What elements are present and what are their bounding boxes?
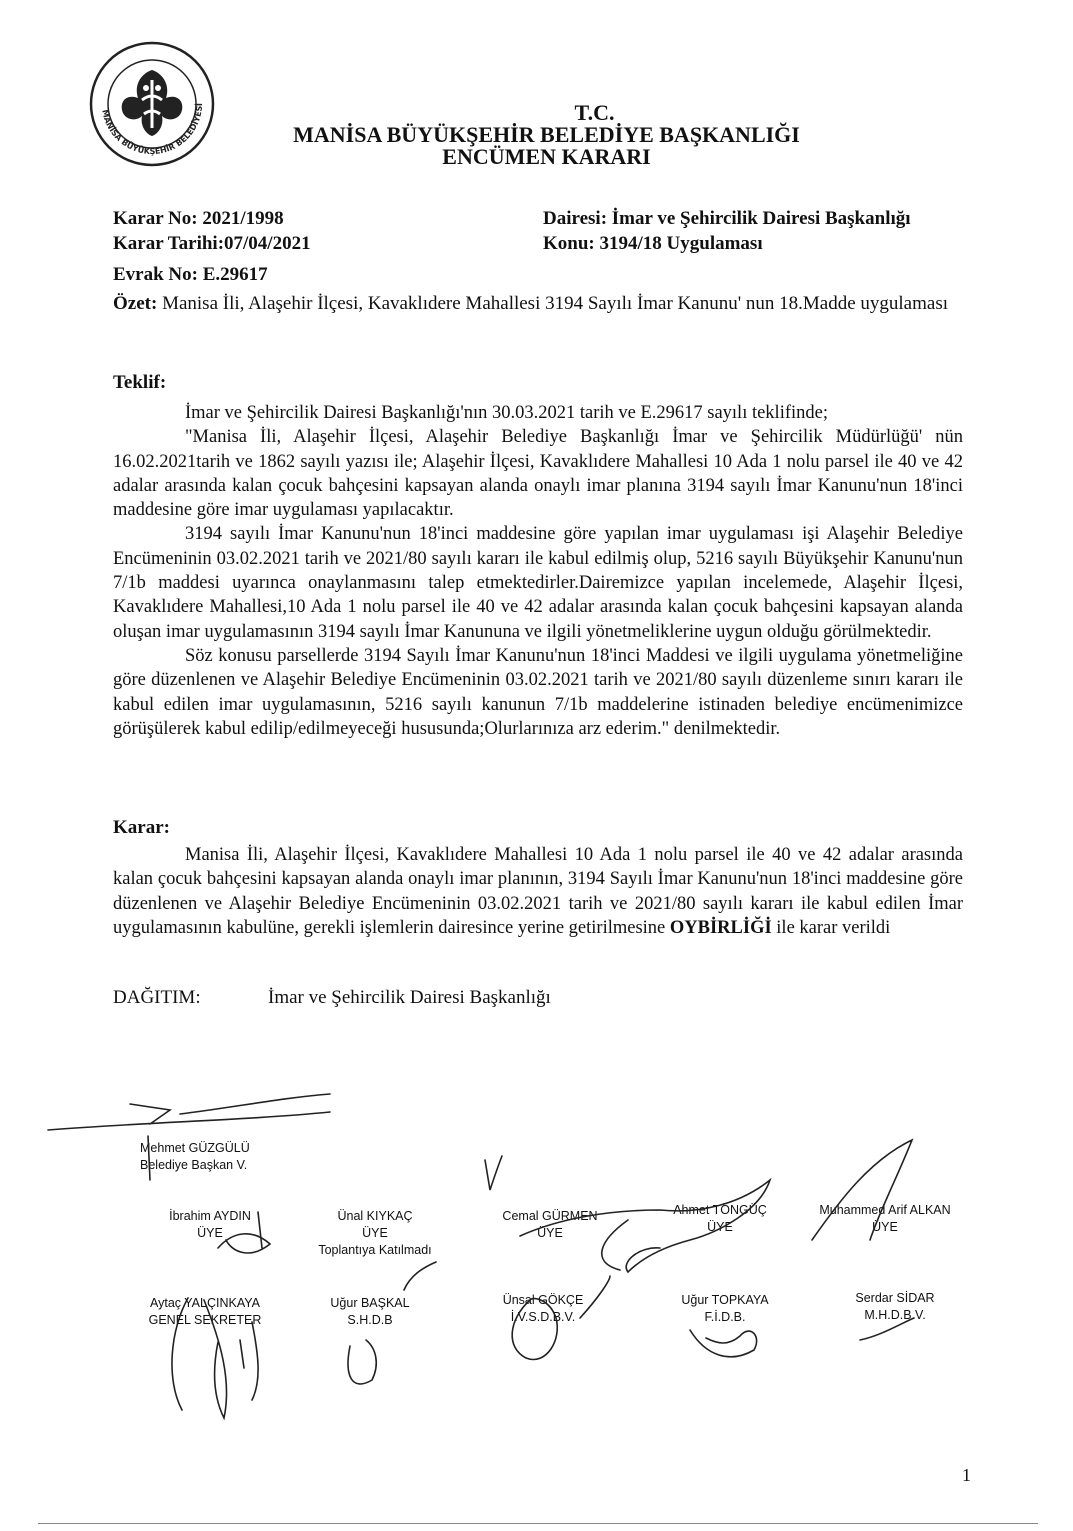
- signatory-name: Ünal KIYKAÇ: [337, 1209, 413, 1223]
- header-tc: T.C.: [574, 100, 615, 125]
- ozet-text: Manisa İli, Alaşehir İlçesi, Kavaklıdere Mahallesi 3194 Sayılı İmar Kanunu' nun 18.Madde uygulaması: [162, 293, 948, 314]
- signatory-baskan: [140, 1140, 250, 1174]
- page-number: 1: [962, 1465, 971, 1485]
- karar-tarihi: Karar Tarihi:07/04/2021: [113, 233, 311, 254]
- svg-text:MANİSA BÜYÜKŞEHİR BELEDİYESİ: MANİSA BÜYÜKŞEHİR BELEDİYESİ: [100, 103, 205, 157]
- teklif-paragraph-1: İmar ve Şehircilik Dairesi Başkanlığı'nın 30.03.2021 tarih ve E.29617 sayılı teklifinde;: [185, 403, 828, 423]
- konu-value: 3194/18 Uygulaması: [599, 233, 763, 254]
- ozet-section: [113, 292, 973, 316]
- karar-text: Manisa İli, Alaşehir İlçesi, Kavaklıdere Mahallesi 10 Ada 1 nolu parsel ile 40 ve 42 adalar arasında kalan çocuk bahçesini kapsayan alanda onaylı imar planının, 3194 Sayılı İmar Kanunu'nun 18'inci maddesine göre düzenlenen ve Alaşehir Belediye Encümeninin 03.02.2021 tarih ve 2021/80 sayılı kararı ile kabul edilen İmar uygulamasının kabulüne, gerekli işlemlerin dairesince yerine getirilmesine: [113, 845, 963, 938]
- signatory-title: ÜYE: [707, 1220, 733, 1234]
- karar-oybirligi: OYBİRLİĞİ: [669, 917, 772, 938]
- signatory-name: Muhammed Arif ALKAN: [819, 1203, 951, 1217]
- evrak-no: Evrak No: E.29617: [113, 264, 268, 285]
- konu-label: Konu:: [543, 233, 595, 254]
- header-doc-type: ENCÜMEN KARARI: [442, 144, 651, 169]
- signatory-title: F.İ.D.B.: [704, 1310, 746, 1324]
- karar-no: Karar No: 2021/1998: [113, 208, 284, 229]
- teklif-body: [113, 401, 963, 741]
- signatory-yalcinkaya: [125, 1295, 285, 1329]
- dagitim-label: DAĞITIM:: [113, 987, 201, 1008]
- signatory-topkaya: [655, 1292, 795, 1326]
- teklif-heading: Teklif:: [113, 372, 167, 393]
- ozet-label: Özet:: [113, 293, 158, 314]
- signatory-name: Ahmet TÖNGÜÇ: [673, 1203, 767, 1217]
- header-institution: MANİSA BÜYÜKŞEHİR BELEDİYE BAŞKANLIĞI: [293, 122, 800, 147]
- dairesi: [543, 208, 911, 230]
- teklif-paragraph-3: 3194 sayılı İmar Kanunu'nun 18'inci maddesine göre yapılan imar uygulaması işi Alaşehir Belediye Encümeninin 03.02.2021 tarih ve 2021/80 sayılı kararı ile kabul edilmiş olup, 5216 sayılı Büyükşehir Kanunu'nun 7/1b maddesi uyarınca onaylanmasını talep etmektedirler.Dairemizce yapılan incelemede, Alaşehir İlçesi, Kavaklıdere Mahallesi,10 Ada 1 nolu parsel ile 40 ve 42 adalar arasında kalan çocuk bahçesini kapsayan alanda oluşan imar uygulamasının 3194 sayılı İmar Kanununa ve ilgili yönetmeliklerine uygun olduğu görülmektedir.: [113, 524, 963, 642]
- signatory-title: GENEL SEKRETER: [148, 1313, 262, 1327]
- signatory-title: ÜYE: [872, 1220, 898, 1234]
- signatory-title: İ.V.S.D.B.V.: [510, 1310, 576, 1324]
- signatory-gokce: [478, 1292, 608, 1326]
- teklif-paragraph-4: Söz konusu parsellerde 3194 Sayılı İmar Kanunu'nun 18'inci Maddesi ve ilgili uygulama yönetmeliğine göre düzenlenen ve Alaşehir Belediye Encümeninin 03.02.2021 tarih ve 2021/80 sayılı düzenleme sınırı kararı ile kabul edilen imar uygulamasının, 5216 sayılı kanunun 7/1b maddelerine istinaden belediye encümenimizce görüşülerek kabul edilip/edilmeyeceği hususunda;Olurlarınıza arz ederim." denilmektedir.: [113, 645, 963, 739]
- konu: [543, 233, 763, 255]
- signatory-baskal: [305, 1295, 435, 1329]
- signatory-kiykac: [300, 1208, 450, 1259]
- karar-body: [113, 843, 963, 940]
- signatory-name: Uğur BAŞKAL: [330, 1296, 410, 1310]
- signatory-alkan: [800, 1202, 970, 1236]
- signatory-note: Toplantıya Katılmadı: [318, 1243, 432, 1257]
- dairesi-label: Dairesi:: [543, 208, 608, 229]
- signatory-title: M.H.D.B.V.: [864, 1308, 926, 1322]
- signatory-name: Mehmet GÜZGÜLÜ: [140, 1141, 250, 1155]
- signatory-name: İbrahim AYDIN: [169, 1209, 251, 1223]
- dagitim-value: İmar ve Şehircilik Dairesi Başkanlığı: [268, 987, 551, 1008]
- signatory-name: Cemal GÜRMEN: [502, 1209, 598, 1223]
- signatory-gurmen: [480, 1208, 620, 1242]
- signatory-tonguc: [650, 1202, 790, 1236]
- signatory-title: Belediye Başkan V.: [140, 1158, 248, 1172]
- footer-divider: [38, 1523, 1038, 1524]
- signatory-name: Serdar SİDAR: [855, 1291, 935, 1305]
- signatory-title: ÜYE: [537, 1226, 563, 1240]
- dairesi-value: İmar ve Şehircilik Dairesi Başkanlığı: [611, 208, 911, 229]
- teklif-paragraph-2: "Manisa İli, Alaşehir İlçesi, Alaşehir Belediye Başkanlığı İmar ve Şehircilik Müdürlüğü' nün 16.02.2021tarih ve 1862 sayılı yazısı ile; Alaşehir İlçesi, Kavaklıdere Mahallesi 10 Ada 1 nolu parsel ile 40 ve 42 adalar arasında kalan çocuk bahçesini kapsayan alanda onaylı imar planına 3194 sayılı İmar Kanunu'nun 18'inci maddesine göre imar uygulaması yapılacaktır.: [113, 427, 963, 521]
- signatory-name: Aytaç YALÇINKAYA: [149, 1296, 260, 1310]
- karar-text-end: ile karar verildi: [771, 917, 891, 938]
- signatory-title: ÜYE: [197, 1226, 223, 1240]
- signatory-name: Ünsal GÖKÇE: [502, 1293, 584, 1307]
- signatory-name: Uğur TOPKAYA: [681, 1293, 769, 1307]
- karar-heading: Karar:: [113, 817, 170, 838]
- signatory-title: S.H.D.B: [347, 1313, 393, 1327]
- signatory-sidar: [830, 1290, 960, 1324]
- signatory-aydin: [140, 1208, 280, 1242]
- signatory-title: ÜYE: [362, 1226, 388, 1240]
